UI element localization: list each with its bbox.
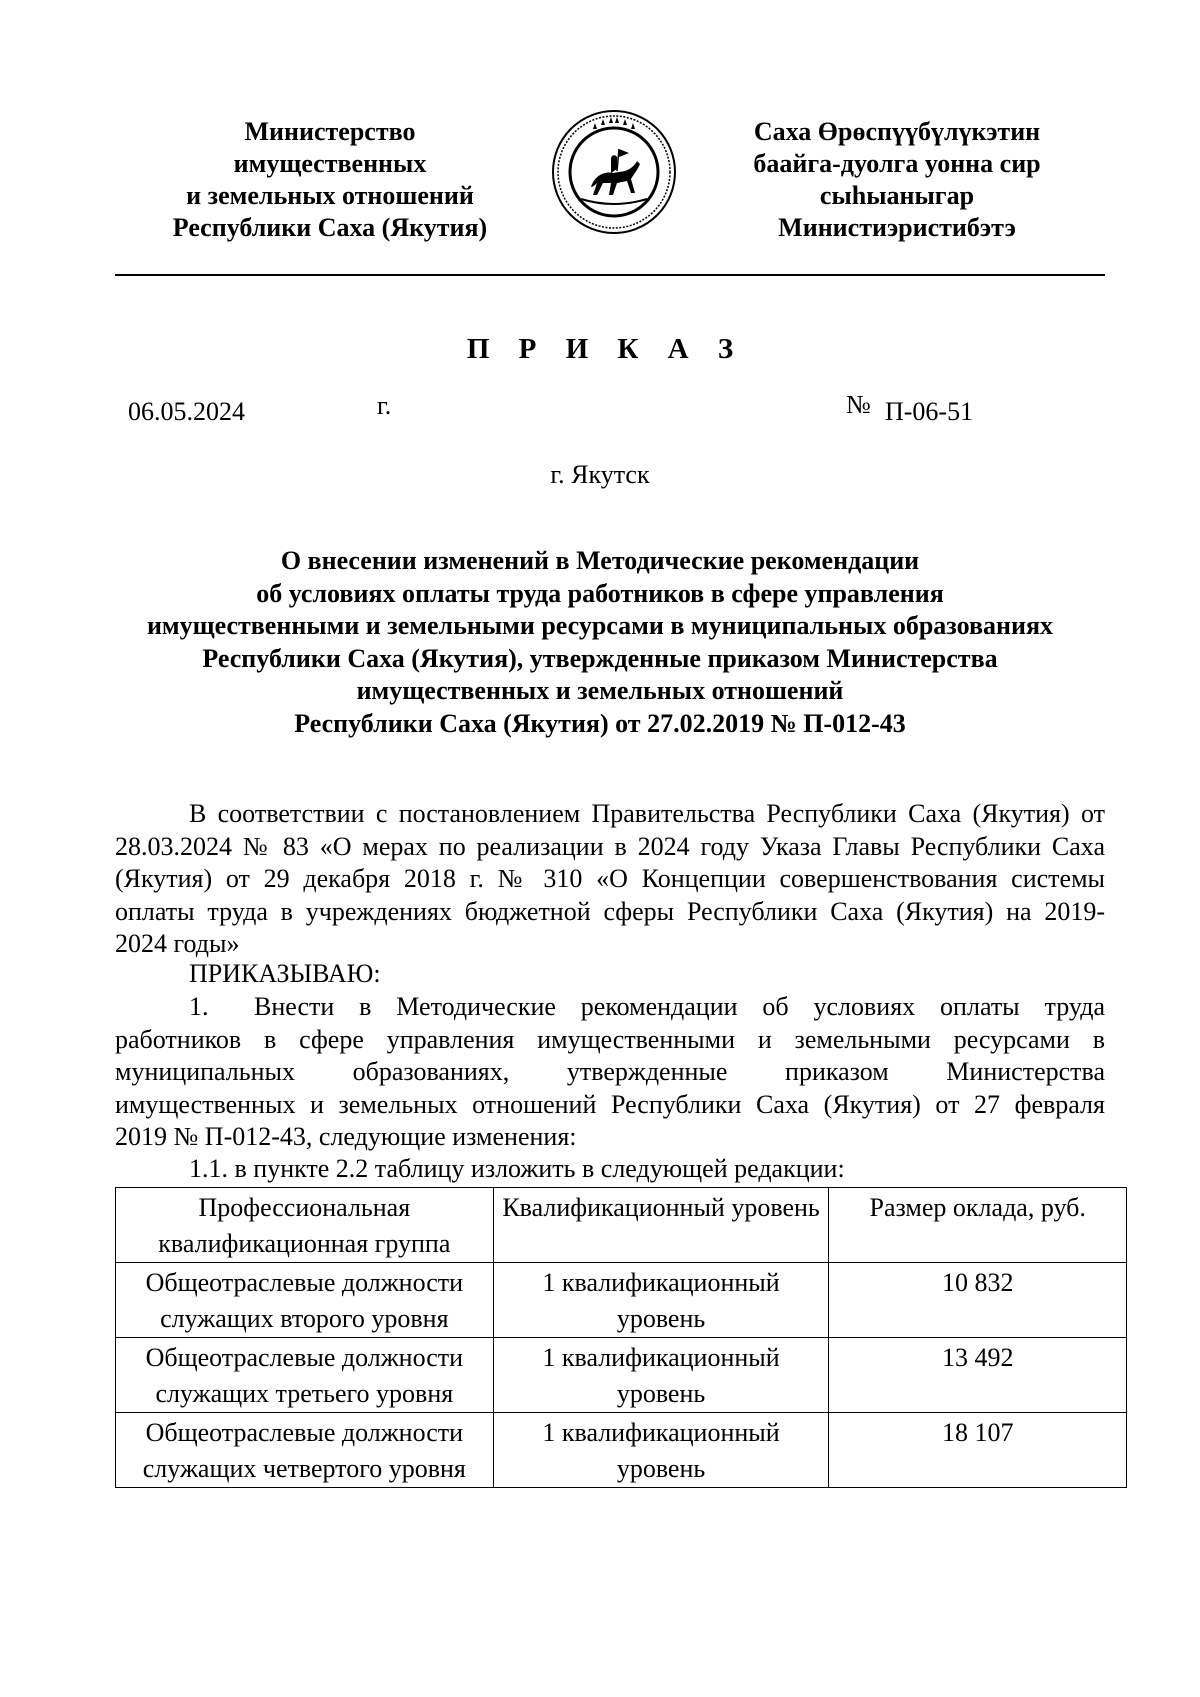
order-number-sign: № <box>846 390 871 419</box>
ministry-name-line: и земельных отношений <box>186 181 474 210</box>
republic-sakha-emblem-icon <box>551 109 677 235</box>
item-1-line: 2019 № П-012-43, следующие изменения: <box>115 1122 577 1151</box>
ministry-name-line: Министиэристибэтэ <box>778 213 1016 242</box>
header-divider <box>115 274 1105 276</box>
table-header-cell: Размер оклада, руб. <box>829 1188 1127 1263</box>
ministry-name-line: Министерство <box>244 117 416 146</box>
table-cell-group: Общеотраслевые должности служащих второго уровня <box>116 1263 494 1338</box>
document-title-line: имущественных и земельных отношений <box>356 676 844 705</box>
item-1-1: 1.1. в пункте 2.2 таблицу изложить в следующей редакции: <box>189 1154 845 1183</box>
table-row <box>116 1413 1127 1488</box>
table-cell-level: 1 квалификационный уровень <box>493 1338 829 1413</box>
ministry-name-line: имущественных <box>233 149 427 178</box>
table-cell-salary: 10 832 <box>829 1263 1127 1338</box>
order-city: г. Якутск <box>550 460 650 489</box>
item-1-line: имущественных и земельных отношений Республики Саха (Якутия) от 27 февраля <box>115 1089 1105 1119</box>
ministry-name-line: баайга-дуолга уонна сир <box>753 149 1041 178</box>
order-title: П Р И К А З <box>466 333 745 365</box>
order-date: 06.05.2024 <box>128 397 245 426</box>
table-cell-salary: 18 107 <box>829 1413 1127 1488</box>
document-title <box>100 545 1100 740</box>
preamble-line: 2024 годы» <box>115 929 240 958</box>
order-year-suffix: г. <box>377 391 392 420</box>
table-header-row <box>116 1188 1127 1263</box>
item-1-line: Внести в Методические рекомендации об условиях оплаты труда <box>254 992 1105 1021</box>
table-row <box>116 1263 1127 1338</box>
table-header-cell: Квалификационный уровень <box>493 1188 829 1263</box>
document-title-line: Республики Саха (Якутия) от 27.02.2019 № П-012-43 <box>294 708 906 738</box>
table-cell-group: Общеотраслевые должности служащих третьего уровня <box>116 1338 494 1413</box>
item-1-number: 1. <box>189 992 209 1021</box>
order-directive: ПРИКАЗЫВАЮ: <box>189 959 381 988</box>
table-header-cell: Профессиональная квалификационная группа <box>116 1188 494 1263</box>
ministry-name-line: Саха Өрөспүүбүлүкэтин <box>753 117 1041 146</box>
table-cell-level: 1 квалификационный уровень <box>493 1263 829 1338</box>
preamble-paragraph <box>115 798 1105 961</box>
preamble-line: (Якутия) от 29 декабря 2018 г. № 310 «О Концепции совершенствования системы <box>115 864 1105 893</box>
document-title-line: О внесении изменений в Методические рекомендации <box>280 546 920 575</box>
ministry-name-line: Республики Саха (Якутия) <box>172 213 488 242</box>
ministry-name-russian <box>150 116 510 244</box>
item-1-line: работников в сфере управления имущественными и земельными ресурсами в <box>115 1024 1105 1054</box>
document-title-line: об условиях оплаты труда работников в сфере управления <box>256 578 944 608</box>
preamble-line: оплаты труда в учреждениях бюджетной сферы Республики Саха (Якутия) на 2019- <box>115 896 1105 926</box>
table-cell-salary: 13 492 <box>829 1338 1127 1413</box>
item-1-line: муниципальных образованиях, утвержденные приказом Министерства <box>115 1057 1105 1086</box>
preamble-line: В соответствии с постановлением Правительства Республики Саха (Якутия) от <box>189 799 1105 828</box>
document-title-line: Республики Саха (Якутия), утвержденные приказом Министерства <box>202 643 998 673</box>
preamble-line: 28.03.2024 № 83 «О мерах по реализации в 2024 году Указа Главы Республики Саха <box>115 831 1105 861</box>
table-cell-level: 1 квалификационный уровень <box>493 1413 829 1488</box>
order-number: П-06-51 <box>885 397 974 426</box>
table-cell-group: Общеотраслевые должности служащих четвертого уровня <box>116 1413 494 1488</box>
ministry-name-sakha <box>712 116 1082 244</box>
ministry-name-line: сыһыаныгар <box>819 181 975 210</box>
table-row <box>116 1338 1127 1413</box>
document-title-line: имущественными и земельными ресурсами в муниципальных образованиях <box>146 611 1054 640</box>
salary-table <box>115 1187 1127 1488</box>
item-1 <box>115 991 1105 1154</box>
